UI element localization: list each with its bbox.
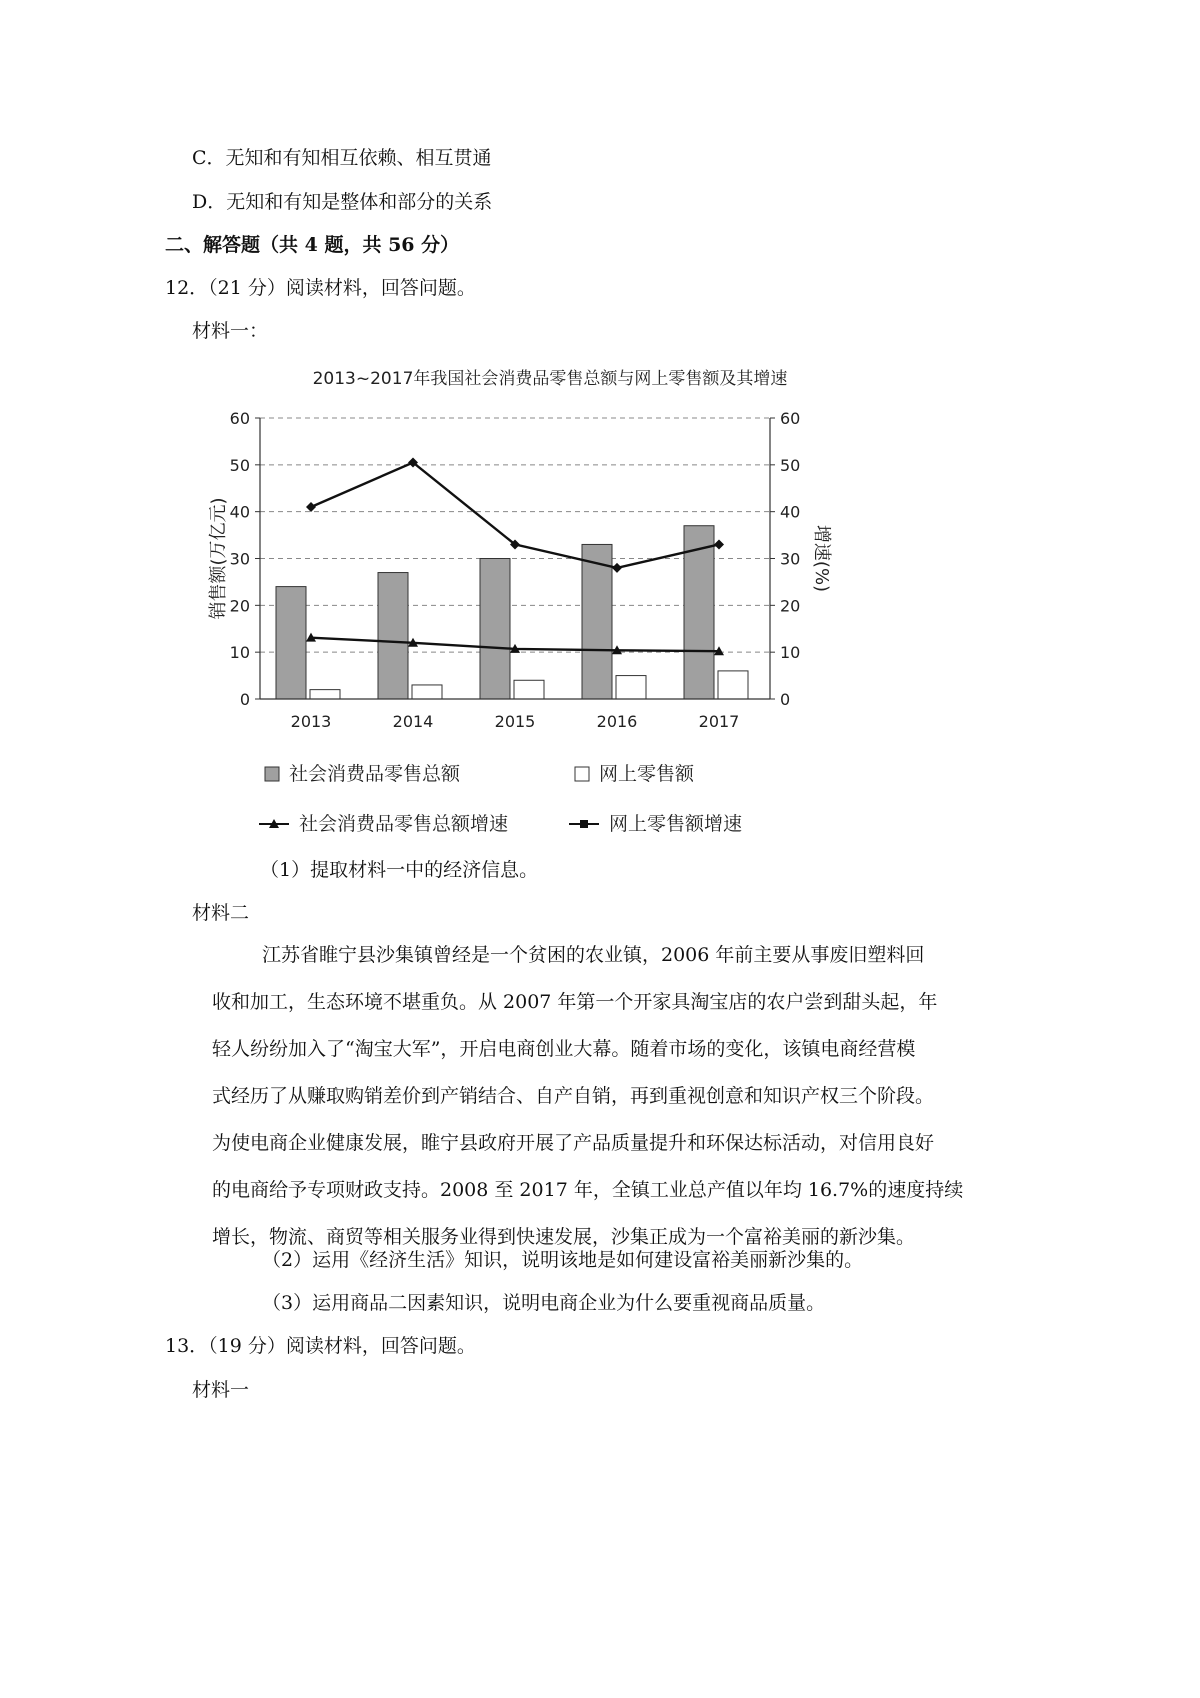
q12-sub3: （3）运用商品二因素知识，说明电商企业为什么要重视商品质量。 (262, 1292, 826, 1314)
legend-label: 社会消费品零售总额增速 (299, 813, 509, 835)
y2-tick-label: 20 (780, 596, 801, 616)
y-tick-label: 0 (239, 690, 250, 709)
bar-total-retail (378, 573, 408, 699)
legend (259, 763, 742, 835)
y2-tick-label: 30 (780, 549, 801, 569)
point-online-growth (612, 563, 622, 573)
option-d: D．无知和有知是整体和部分的关系 (192, 191, 493, 213)
material2-line: 江苏省睢宁县沙集镇曾经是一个贫困的农业镇，2006 年前主要从事废旧塑料回 (262, 944, 925, 966)
retail-sales-chart (200, 369, 900, 920)
bar-total-retail (276, 587, 306, 699)
y-tick-label: 20 (229, 596, 250, 616)
material2-line: 的电商给予专项财政支持。2008 至 2017 年，全镇工业总产值以年均 16.7%的速度持续 (212, 1179, 964, 1201)
y-axis-label: 销售额(万亿元) (208, 497, 229, 620)
legend-label: 网上零售额 (599, 763, 695, 785)
bar-total-retail (582, 544, 612, 699)
point-online-growth (306, 502, 316, 512)
q12-sub1: （1）提取材料一中的经济信息。 (260, 859, 539, 881)
y2-tick-label: 60 (780, 409, 801, 428)
bar-online-retail (616, 676, 646, 699)
material2-line: 轻人纷纷加入了“淘宝大军”，开启电商创业大幕。随着市场的变化，该镇电商经营模 (212, 1038, 916, 1060)
q12-title: 12．（21 分）阅读材料，回答问题。 (165, 277, 476, 299)
material2-line: 为使电商企业健康发展，睢宁县政府开展了产品质量提升和环保达标活动，对信用良好 (212, 1132, 935, 1154)
q12-material1-label: 材料一： (192, 320, 269, 342)
bar-online-retail (718, 671, 748, 699)
bar-online-retail (412, 685, 442, 699)
x-tick-label: 2013 (290, 712, 332, 731)
x-tick-label: 2016 (596, 712, 638, 731)
bar-online-retail (310, 690, 340, 699)
material2-line: 增长，物流、商贸等相关服务业得到快速发展，沙集正成为一个富裕美丽的新沙集。 (212, 1226, 916, 1248)
x-tick-label: 2017 (698, 712, 740, 731)
section-heading: 二、解答题（共 4 题，共 56 分） (165, 234, 460, 256)
q13-title: 13．（19 分）阅读材料，回答问题。 (165, 1335, 476, 1357)
y2-tick-label: 50 (780, 455, 801, 475)
bar-online-retail (514, 680, 544, 699)
x-tick-label: 2015 (494, 712, 536, 731)
material2-line: 收和加工，生态环境不堪重负。从 2007 年第一个开家具淘宝店的农户尝到甜头起，年 (212, 991, 938, 1013)
x-tick-label: 2014 (392, 712, 434, 731)
legend-swatch (575, 767, 589, 781)
legend-marker (580, 820, 588, 828)
y-tick-label: 60 (229, 409, 250, 428)
q12-material2-label: 材料二 (192, 902, 250, 924)
y-tick-label: 50 (229, 455, 250, 475)
growth-lines (306, 457, 724, 655)
legend-label: 社会消费品零售总额 (289, 763, 461, 785)
y2-tick-label: 10 (780, 643, 801, 663)
legend-label: 网上零售额增速 (609, 813, 743, 835)
option-c: C．无知和有知相互依赖、相互贯通 (192, 147, 492, 169)
material2-paragraph (212, 932, 1032, 1261)
bars (276, 526, 748, 699)
y-tick-label: 10 (229, 643, 250, 663)
y-tick-label: 40 (229, 502, 250, 522)
legend-swatch (265, 767, 279, 781)
q13-material1-label: 材料一 (192, 1379, 250, 1401)
y2-tick-label: 40 (780, 502, 801, 522)
chart-title: 2013~2017年我国社会消费品零售总额与网上零售额及其增速 (312, 369, 788, 389)
material2-line: 式经历了从赚取购销差价到产销结合、自产自销，再到重视创意和知识产权三个阶段。 (212, 1085, 935, 1107)
y2-axis-label: 增速(%) (811, 524, 832, 593)
q12-sub2: （2）运用《经济生活》知识，说明该地是如何建设富裕美丽新沙集的。 (262, 1249, 864, 1271)
point-online-growth (714, 539, 724, 549)
bar-total-retail (480, 559, 510, 700)
y2-tick-label: 0 (780, 690, 791, 709)
line-online-growth (311, 462, 719, 567)
y-tick-label: 30 (229, 549, 250, 569)
